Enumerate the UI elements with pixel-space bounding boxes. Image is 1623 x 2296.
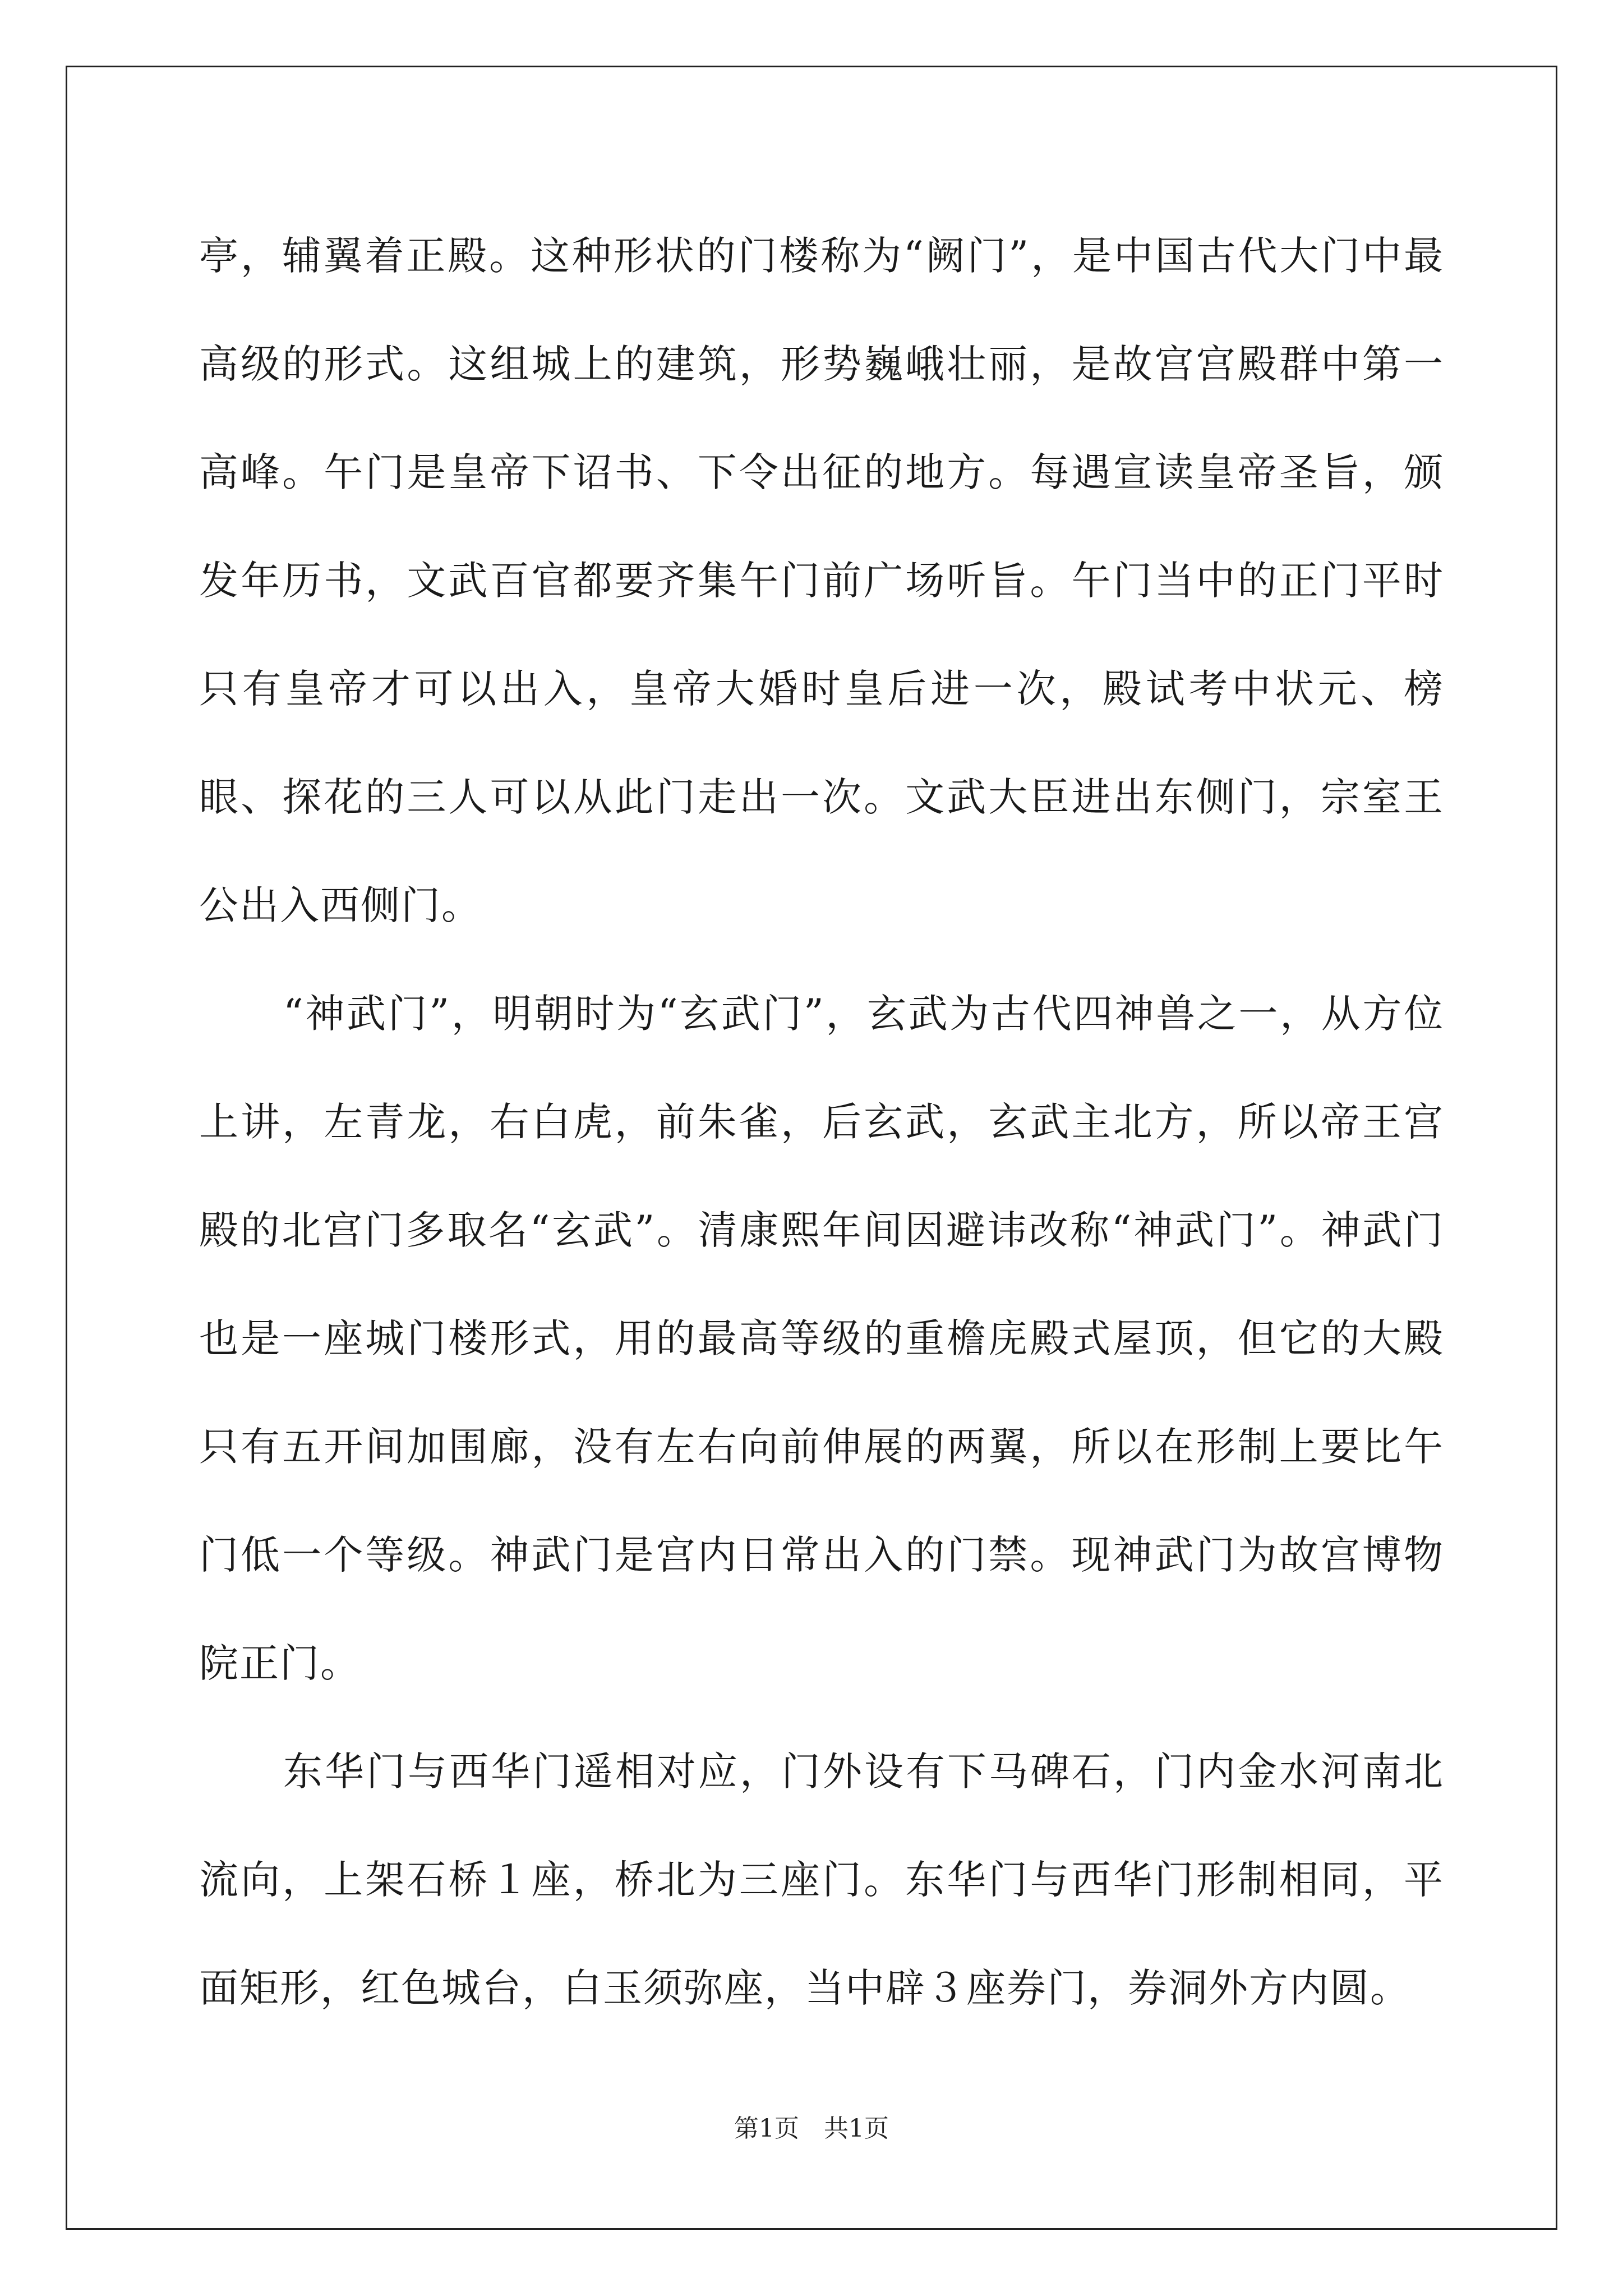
page-number: 第1页 xyxy=(734,2114,799,2143)
page-total: 共1页 xyxy=(824,2114,889,2143)
paragraph-2: “神武门”，明朝时为“玄武门”，玄武为古代四神兽之一，从方位上讲，左青龙，右白虎，前朱雀，后玄武，玄武主北方，所以帝王宫殿的北宫门多取名“玄武”。清康熙年间因避讳改称“神武门”。神武门也是一座城门楼形式，用的最高等级的重檐庑殿式屋顶，但它的大殿只有五开间加围廊，没有左右向前伸展的两翼，所以在形制上要比午门低一个等级。神武门是宫内日常出入的门禁。现神武门为故宫博物院正门。 xyxy=(199,991,1444,1686)
page-footer xyxy=(0,2108,1623,2144)
paragraph-3: 东华门与西华门遥相对应，门外设有下马碑石，门内金水河南北流向，上架石桥１座，桥北为三座门。东华门与西华门形制相同，平面矩形，红色城台，白玉须弥座，当中辟３座券门，券洞外方内圆。 xyxy=(199,1749,1444,2011)
paragraph-1: 亭，辅翼着正殿。这种形状的门楼称为“阙门”，是中国古代大门中最高级的形式。这组城上的建筑，形势巍峨壮丽，是故宫宫殿群中第一高峰。午门是皇帝下诏书、下令出征的地方。每遇宣读皇帝圣旨，颁发年历书，文武百官都要齐集午门前广场听旨。午门当中的正门平时只有皇帝才可以出入，皇帝大婚时皇后进一次，殿试考中状元、榜眼、探花的三人可以从此门走出一次。文武大臣进出东侧门，宗室王公出入西侧门。 xyxy=(199,233,1444,928)
document-body xyxy=(199,202,1444,2042)
